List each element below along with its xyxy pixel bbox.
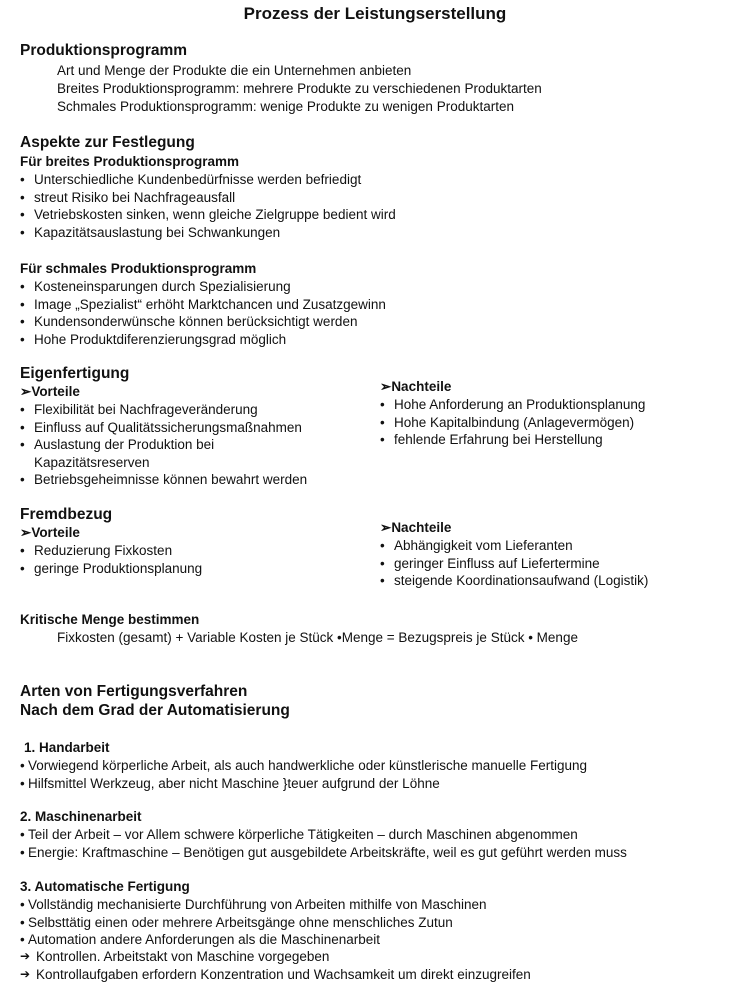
breit-list bbox=[20, 171, 396, 241]
list-item: • Vollständig mechanisierte Durchführung von Arbeiten mithilfe von Maschinen bbox=[20, 896, 487, 914]
kritische-menge-formula: Fixkosten (gesamt) + Variable Kosten je Stück •Menge = Bezugspreis je Stück • Menge bbox=[57, 630, 578, 645]
list-item: • geringe Produktionsplanung bbox=[20, 560, 202, 578]
list-item: • fehlende Erfahrung bei Herstellung bbox=[380, 431, 645, 449]
list-item: • Auslastung der Produktion bei Kapazitätsreserven bbox=[20, 436, 284, 471]
produktionsprogramm-line: Breites Produktionsprogramm: mehrere Produkte zu verschiedenen Produktarten bbox=[57, 81, 542, 96]
produktionsprogramm-heading: Produktionsprogramm bbox=[20, 42, 188, 59]
schmal-list bbox=[20, 278, 386, 348]
fremd-vorteile-label: ➢Vorteile bbox=[20, 525, 80, 540]
list-item: • Hohe Kapitalbindung (Anlagevermögen) bbox=[380, 414, 645, 432]
list-item: • Hilfsmittel Werkzeug, aber nicht Maschine }teuer aufgrund der Löhne bbox=[20, 775, 587, 793]
list-item: • Unterschiedliche Kundenbedürfnisse werden befriedigt bbox=[20, 171, 396, 189]
arrow-icon: ➢ bbox=[20, 384, 32, 399]
fertigungsverfahren-subheading: Nach dem Grad der Automatisierung bbox=[20, 702, 290, 719]
list-item: • Energie: Kraftmaschine – Benötigen gut ausgebildete Arbeitskräfte, weil es gut geführt werden muss bbox=[20, 844, 627, 862]
produktionsprogramm-line: Schmales Produktionsprogramm: wenige Produkte zu wenigen Produktarten bbox=[57, 99, 514, 114]
arrow-icon: ➢ bbox=[20, 525, 32, 540]
list-item: ➔ Kontrollen. Arbeitstakt von Maschine vorgegeben bbox=[20, 948, 531, 966]
list-item: • Image „Spezialist“ erhöht Marktchancen und Zusatzgewinn bbox=[20, 296, 386, 314]
list-item: • Automation andere Anforderungen als die Maschinenarbeit bbox=[20, 931, 487, 949]
list-item: • steigende Koordinationsaufwand (Logistik) bbox=[380, 572, 648, 590]
fremd-nachteile-list bbox=[380, 537, 648, 590]
maschinenarbeit-list bbox=[20, 826, 627, 861]
list-item: • Einfluss auf Qualitätssicherungsmaßnahmen bbox=[20, 419, 307, 437]
eigen-nachteile-list bbox=[380, 396, 645, 449]
list-item: • Abhängigkeit vom Lieferanten bbox=[380, 537, 648, 555]
schmal-heading: Für schmales Produktionsprogramm bbox=[20, 261, 257, 276]
list-item: • Kundensonderwünsche können berücksichtigt werden bbox=[20, 313, 386, 331]
produktionsprogramm-line: Art und Menge der Produkte die ein Unternehmen anbieten bbox=[57, 63, 412, 78]
list-item: • Teil der Arbeit – vor Allem schwere körperliche Tätigkeiten – durch Maschinen abgenommen bbox=[20, 826, 627, 844]
aspekte-heading: Aspekte zur Festlegung bbox=[20, 134, 195, 151]
arrow-icon: ➢ bbox=[380, 520, 392, 535]
automatische-list bbox=[20, 896, 487, 949]
handarbeit-heading: 1. Handarbeit bbox=[24, 740, 110, 755]
automatische-arrow-list bbox=[20, 948, 531, 983]
handarbeit-list bbox=[20, 757, 587, 792]
list-item: • geringer Einfluss auf Liefertermine bbox=[380, 555, 648, 573]
fertigungsverfahren-heading: Arten von Fertigungsverfahren bbox=[20, 683, 248, 700]
list-item: • Kapazitätsauslastung bei Schwankungen bbox=[20, 224, 396, 242]
list-item: • Reduzierung Fixkosten bbox=[20, 542, 202, 560]
page-title: Prozess der Leistungserstellung bbox=[243, 4, 507, 23]
list-item: • Hohe Anforderung an Produktionsplanung bbox=[380, 396, 645, 414]
list-item: ➔ Kontrollaufgaben erfordern Konzentration und Wachsamkeit um direkt einzugreifen bbox=[20, 966, 531, 984]
eigenfertigung-heading: Eigenfertigung bbox=[20, 365, 130, 382]
eigen-vorteile-label: ➢Vorteile bbox=[20, 384, 80, 399]
list-item: • Kosteneinsparungen durch Spezialisierung bbox=[20, 278, 386, 296]
eigen-vorteile-list bbox=[20, 401, 307, 489]
list-item: • Vorwiegend körperliche Arbeit, als auch handwerkliche oder künstlerische manuelle Fertigung bbox=[20, 757, 587, 775]
breit-heading: Für breites Produktionsprogramm bbox=[20, 154, 240, 169]
list-item: • Flexibilität bei Nachfrageveränderung bbox=[20, 401, 307, 419]
eigen-nachteile-label: ➢Nachteile bbox=[380, 379, 452, 394]
kritische-menge-heading: Kritische Menge bestimmen bbox=[20, 612, 200, 627]
list-item: • Selbsttätig einen oder mehrere Arbeitsgänge ohne menschliches Zutun bbox=[20, 914, 487, 932]
maschinenarbeit-heading: 2. Maschinenarbeit bbox=[20, 809, 142, 824]
list-item: • streut Risiko bei Nachfrageausfall bbox=[20, 189, 396, 207]
automatische-heading: 3. Automatische Fertigung bbox=[20, 879, 190, 894]
fremd-nachteile-label: ➢Nachteile bbox=[380, 520, 452, 535]
list-item: • Hohe Produktdiferenzierungsgrad möglich bbox=[20, 331, 386, 349]
arrow-icon: ➢ bbox=[380, 379, 392, 394]
list-item: • Betriebsgeheimnisse können bewahrt werden bbox=[20, 471, 307, 489]
fremd-vorteile-list bbox=[20, 542, 202, 577]
list-item: • Vetriebskosten sinken, wenn gleiche Zielgruppe bedient wird bbox=[20, 206, 396, 224]
fremdbezug-heading: Fremdbezug bbox=[20, 506, 113, 523]
